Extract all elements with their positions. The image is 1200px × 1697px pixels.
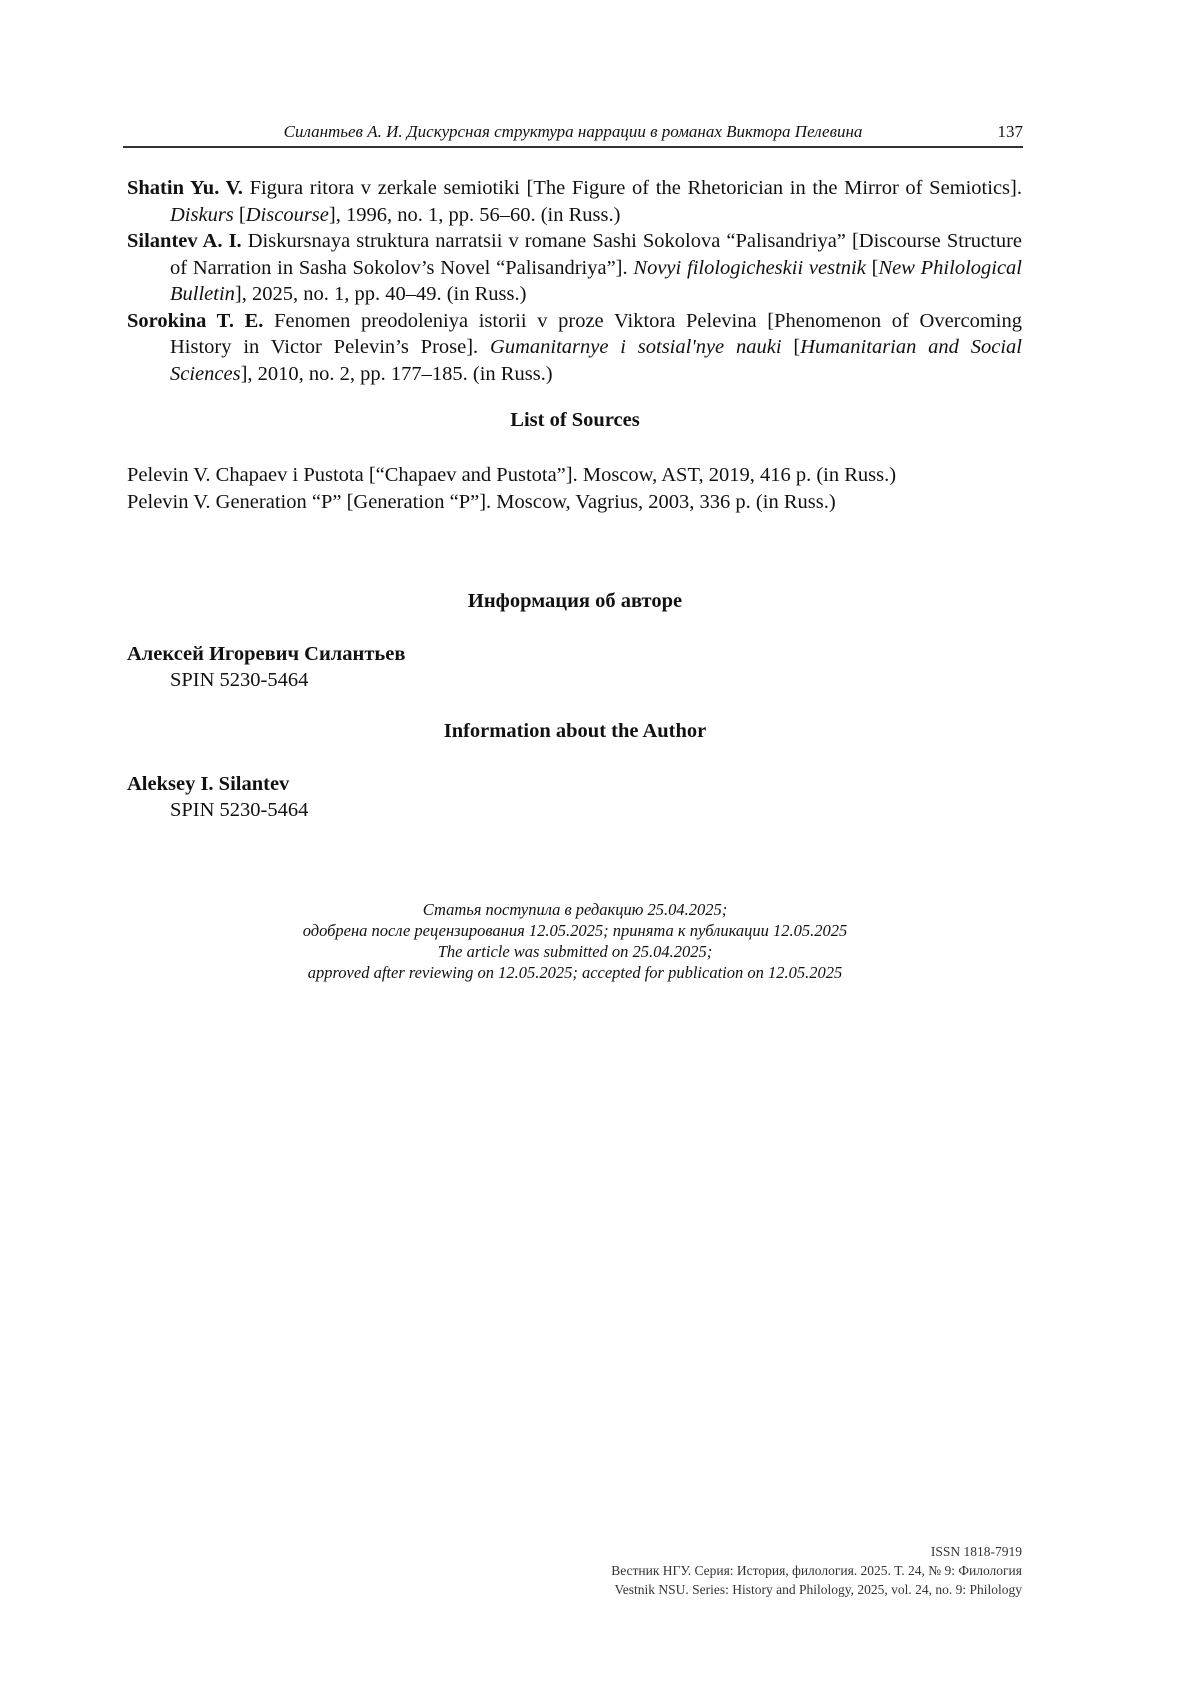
reference-journal-translation: Humanitarian and Social Sciences [170, 336, 1022, 385]
source-entry: Pelevin V. Chapaev i Pustota [“Chapaev and Pustota”]. Moscow, AST, 2019, 416 p. (in Russ.) [127, 464, 897, 486]
reference-entry [127, 228, 1022, 308]
page-number: 137 [997, 122, 1023, 141]
footer-issn: ISSN 1818-7919 [930, 1544, 1022, 1559]
reference-text: ], 2025, no. 1, pp. 40–49. (in Russ.) [234, 283, 527, 305]
date-line: The article was submitted on 25.04.2025; [437, 942, 713, 961]
date-line: approved after reviewing on 12.05.2025; accepted for publication on 12.05.2025 [307, 963, 843, 982]
reference-journal-translation: Discourse [245, 203, 329, 226]
reference-text: Fenomen preodoleniya istorii v proze Viktora Pelevina [Phenomenon of Overcoming History in Victor Pelevin’s Prose]. [170, 309, 1022, 358]
footer-journal-en: Vestnik NSU. Series: History and Philology, 2025, vol. 24, no. 9: Philology [614, 1582, 1022, 1597]
reference-journal: Diskurs [170, 203, 234, 226]
reference-entry [127, 308, 1022, 388]
date-line: одобрена после рецензирования 12.05.2025; принята к публикации 12.05.2025 [302, 921, 848, 940]
reference-text: ], 1996, no. 1, pp. 56–60. (in Russ.) [328, 203, 621, 226]
author-info-heading-ru: Информация об авторе [467, 590, 683, 612]
author-name-ru: Алексей Игоревич Силантьев [127, 643, 406, 665]
running-title: Силантьев А. И. Дискурсная структура наррации в романах Виктора Пелевина [283, 122, 863, 141]
author-spin-ru: SPIN 5230-5464 [170, 669, 309, 691]
reference-text: [ [865, 256, 879, 279]
sources-list [127, 462, 1022, 515]
source-entry: Pelevin V. Generation “P” [Generation “P”]. Moscow, Vagrius, 2003, 336 p. (in Russ.) [127, 490, 836, 513]
author-spin-en: SPIN 5230-5464 [170, 799, 309, 821]
sources-heading: List of Sources [510, 409, 640, 431]
reference-list [127, 175, 1022, 387]
reference-author: Shatin Yu. V. [127, 177, 243, 199]
article-dates [0, 899, 1150, 983]
reference-journal: Gumanitarnye i sotsial'nye nauki [490, 336, 782, 358]
date-line: Статья поступила в редакцию 25.04.2025; [422, 900, 728, 919]
reference-journal-translation: New Philological Bulletin [170, 256, 1023, 305]
page-footer [611, 1542, 1022, 1599]
reference-text: ], 2010, no. 2, pp. 177–185. (in Russ.) [240, 362, 553, 385]
reference-text: [ [233, 203, 246, 226]
reference-text: [ [781, 336, 801, 358]
author-info-heading-en: Information about the Author [443, 720, 707, 742]
footer-journal-ru: Вестник НГУ. Серия: История, филология. 2025. Т. 24, № 9: Филология [611, 1563, 1022, 1578]
author-name-en: Aleksey I. Silantev [127, 773, 290, 795]
reference-author: Silantev A. I. [127, 230, 242, 252]
reference-journal: Novyi filologicheskii vestnik [633, 256, 866, 279]
reference-text: Figura ritora v zerkale semiotiki [The Figure of the Rhetorician in the Mirror of Semiotics]. [242, 177, 1022, 199]
reference-text: Diskursnaya struktura narratsii v romane Sashi Sokolova “Palisandriya” [Discourse Structure of Narration in Sasha Sokolov’s Novel “Palisandriya”]. [170, 230, 1022, 279]
reference-author: Sorokina T. E. [127, 309, 264, 332]
reference-entry [127, 175, 1022, 228]
header-rule [123, 146, 1023, 148]
running-head [123, 122, 1023, 146]
